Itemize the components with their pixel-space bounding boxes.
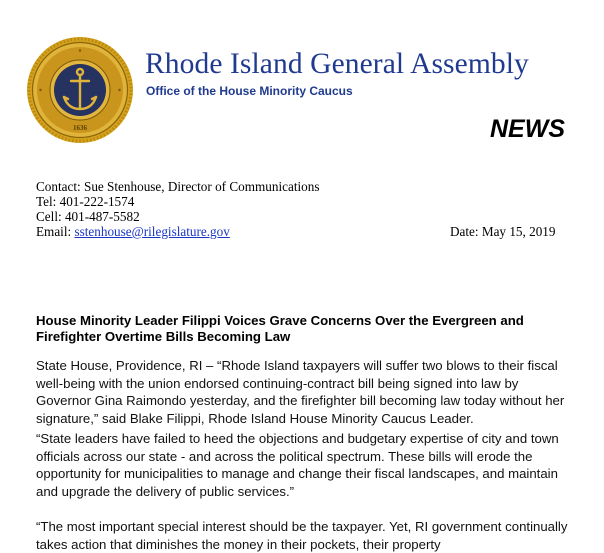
contact-email-row	[36, 224, 576, 239]
email-link[interactable]: sstenhouse@rilegislature.gov	[74, 224, 230, 239]
body-paragraph: “State leaders have failed to heed the objections and budgetary expertise of city and town officials across our state - and across the political spectrum. These bills will erode the opportunity for municipalities to manage and change their fiscal landscapes, and maintain and upgrade the delivery of public services.”	[36, 431, 559, 499]
contact-block	[36, 179, 576, 239]
page-subtitle: Office of the House Minority Caucus	[146, 84, 353, 98]
contact-line: Contact: Sue Stenhouse, Director of Communications	[36, 179, 320, 194]
body-paragraph: “The most important special interest should be the taxpayer. Yet, RI government continually takes action that diminishes the money in their pockets, their property	[36, 519, 568, 552]
release-date: Date: May 15, 2019	[450, 224, 556, 239]
press-release-headline: House Minority Leader Filippi Voices Grave Concerns Over the Evergreen and Firefighter Overtime Bills Becoming Law	[36, 313, 524, 344]
page-title: Rhode Island General Assembly	[145, 48, 529, 80]
email-label: Email:	[36, 224, 72, 239]
news-label: NEWS	[490, 115, 565, 143]
seal-year: 1636	[73, 124, 87, 132]
contact-tel: Tel: 401-222-1574	[36, 194, 135, 209]
contact-cell: Cell: 401-487-5582	[36, 209, 140, 224]
body-paragraph: State House, Providence, RI – “Rhode Island taxpayers will suffer two blows to their fiscal well-being with the union endorsed continuing-contract bill being signed into law by Governor Gina Raimondo yesterday, and the firefighter bill becoming law today without her signature,” said Blake Filippi, Rhode Island House Minority Caucus Leader.	[36, 358, 565, 426]
state-seal-logo	[26, 36, 134, 144]
